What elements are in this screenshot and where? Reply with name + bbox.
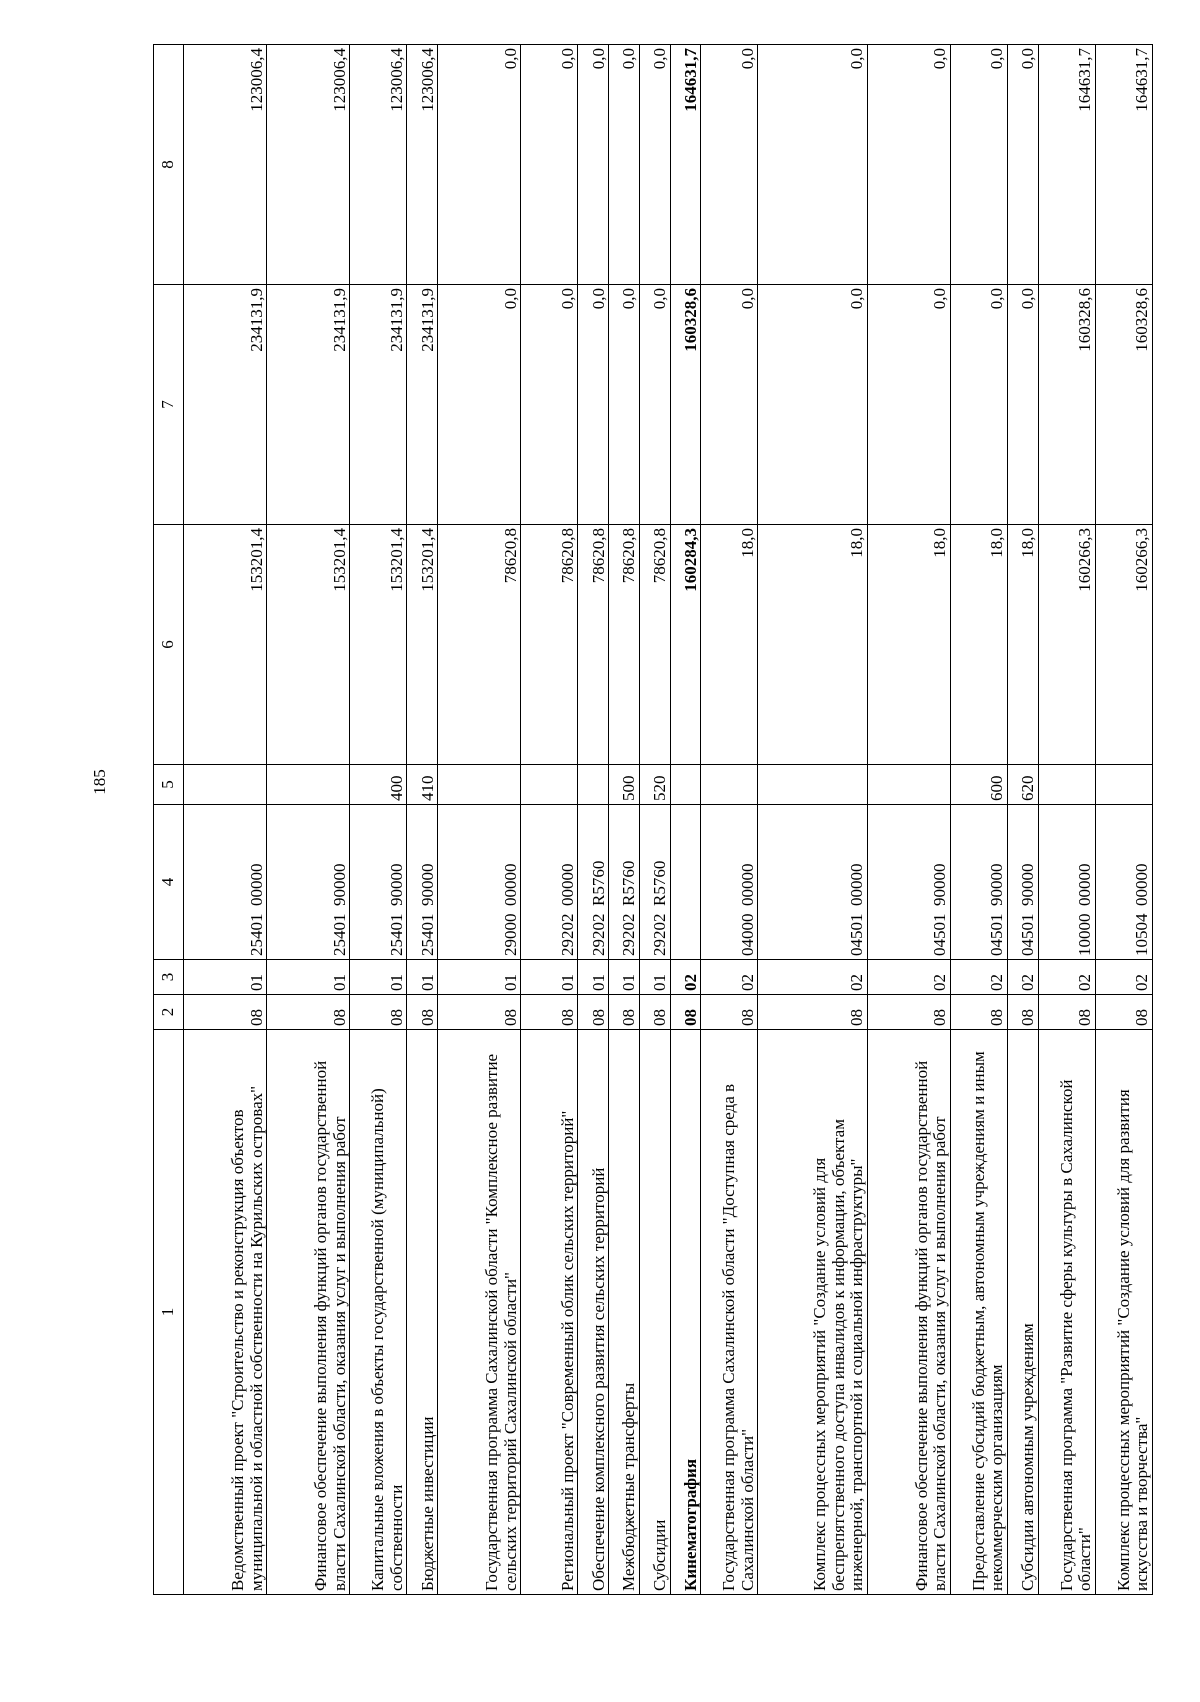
target-article-part-2: 00000 [1075, 863, 1095, 906]
row-name: Комплекс процессных мероприятий "Создание условий для развития искусства и творчества" [1095, 1030, 1152, 1595]
target-article-part-1: 25401 [386, 913, 406, 956]
expense-type-code: 620 [1008, 765, 1039, 805]
row-name: Кинематография [670, 1030, 701, 1595]
section-code: 08 [609, 995, 640, 1030]
target-article-part-1: 25401 [246, 913, 266, 956]
target-article-code [578, 805, 609, 960]
section-code: 08 [758, 995, 867, 1030]
amount-col-6: 160266,3 [1038, 525, 1095, 765]
target-article-code [1095, 805, 1152, 960]
row-name: Региональный проект "Современный облик сельских территорий" [521, 1030, 578, 1595]
amount-col-7: 0,0 [951, 285, 1008, 525]
amount-col-8: 164631,7 [670, 45, 701, 285]
target-article-part-1: 29202 [619, 913, 639, 956]
row-name: Государственная программа Сахалинской области "Доступная среда в Сахалинской области" [701, 1030, 758, 1595]
amount-col-6: 153201,4 [267, 525, 350, 765]
section-code: 08 [350, 995, 407, 1030]
row-name: Бюджетные инвестиции [407, 1030, 438, 1595]
target-article-part-2: 00000 [1132, 863, 1152, 906]
amount-col-7: 160328,6 [1095, 285, 1152, 525]
amount-col-6: 78620,8 [639, 525, 670, 765]
table-row [350, 45, 407, 1595]
amount-col-8: 0,0 [578, 45, 609, 285]
expense-type-code [521, 765, 578, 805]
amount-col-8: 0,0 [867, 45, 950, 285]
amount-col-8: 0,0 [1008, 45, 1039, 285]
row-name: Предоставление субсидий бюджетным, автономным учреждениям и иным некоммерческим организациям [951, 1030, 1008, 1595]
header-col-2: 2 [154, 995, 184, 1030]
section-code: 08 [701, 995, 758, 1030]
amount-col-7: 0,0 [758, 285, 867, 525]
amount-col-7: 234131,9 [407, 285, 438, 525]
expense-type-code: 600 [951, 765, 1008, 805]
amount-col-6: 153201,4 [407, 525, 438, 765]
target-article-part-2: 90000 [386, 863, 406, 906]
amount-col-8: 123006,4 [407, 45, 438, 285]
target-article-part-1: 04501 [1018, 913, 1038, 956]
target-article-code [350, 805, 407, 960]
row-name: Государственная программа "Развитие сферы культуры в Сахалинской области" [1038, 1030, 1095, 1595]
rotated-page-content [153, 45, 1153, 1595]
target-article-part-2: 90000 [930, 863, 950, 906]
section-code: 08 [639, 995, 670, 1030]
subsection-code: 02 [670, 960, 701, 995]
target-article-part-1: 04501 [847, 913, 867, 956]
table-row [438, 45, 521, 1595]
expense-type-code: 500 [609, 765, 640, 805]
amount-col-7: 0,0 [438, 285, 521, 525]
target-article-part-2: R5760 [619, 860, 639, 906]
amount-col-7: 234131,9 [184, 285, 267, 525]
section-code: 08 [521, 995, 578, 1030]
expense-type-code [184, 765, 267, 805]
table-row [639, 45, 670, 1595]
target-article-part-1: 04501 [930, 913, 950, 956]
target-article-code [521, 805, 578, 960]
target-article-code [701, 805, 758, 960]
target-article-part-1: 10000 [1075, 913, 1095, 956]
target-article-code [670, 805, 701, 960]
amount-col-6: 78620,8 [438, 525, 521, 765]
target-article-code [758, 805, 867, 960]
amount-col-6: 18,0 [951, 525, 1008, 765]
section-code: 08 [1038, 995, 1095, 1030]
table-row [1008, 45, 1039, 1595]
section-code: 08 [578, 995, 609, 1030]
subsection-code: 01 [521, 960, 578, 995]
amount-col-8: 123006,4 [184, 45, 267, 285]
target-article-code [867, 805, 950, 960]
subsection-code: 02 [867, 960, 950, 995]
table-row [521, 45, 578, 1595]
expense-type-code [267, 765, 350, 805]
amount-col-8: 0,0 [609, 45, 640, 285]
expense-type-code [1095, 765, 1152, 805]
amount-col-8: 0,0 [639, 45, 670, 285]
expense-type-code: 400 [350, 765, 407, 805]
section-code: 08 [438, 995, 521, 1030]
header-col-4: 4 [154, 805, 184, 960]
section-code: 08 [184, 995, 267, 1030]
amount-col-7: 0,0 [578, 285, 609, 525]
header-col-3: 3 [154, 960, 184, 995]
expense-type-code [438, 765, 521, 805]
amount-col-7: 0,0 [639, 285, 670, 525]
expense-type-code [670, 765, 701, 805]
target-article-part-1: 29000 [500, 913, 520, 956]
target-article-part-1: 04000 [737, 913, 757, 956]
expense-type-code [867, 765, 950, 805]
amount-col-8: 0,0 [521, 45, 578, 285]
amount-col-7: 160328,6 [670, 285, 701, 525]
section-code: 08 [267, 995, 350, 1030]
row-name: Финансовое обеспечение выполнения функций органов государственной власти Сахалинской области, оказания услуг и выполнения работ [267, 1030, 350, 1595]
target-article-part-1: 29202 [588, 913, 608, 956]
target-article-part-2: 00000 [737, 863, 757, 906]
amount-col-7: 160328,6 [1038, 285, 1095, 525]
table-row [267, 45, 350, 1595]
subsection-code: 01 [578, 960, 609, 995]
amount-col-6: 160266,3 [1095, 525, 1152, 765]
target-article-part-2: 00000 [847, 863, 867, 906]
target-article-code [184, 805, 267, 960]
table-row [670, 45, 701, 1595]
row-name: Финансовое обеспечение выполнения функций органов государственной власти Сахалинской области, оказания услуг и выполнения работ [867, 1030, 950, 1595]
row-name: Обеспечение комплексного развития сельских территорий [578, 1030, 609, 1595]
target-article-part-1: 10504 [1132, 913, 1152, 956]
subsection-code: 02 [1038, 960, 1095, 995]
amount-col-7: 0,0 [1008, 285, 1039, 525]
amount-col-8: 0,0 [758, 45, 867, 285]
header-col-6: 6 [154, 525, 184, 765]
row-name: Субсидии автономным учреждениям [1008, 1030, 1039, 1595]
target-article-part-2: 00000 [246, 863, 266, 906]
amount-col-7: 0,0 [867, 285, 950, 525]
table-row [1038, 45, 1095, 1595]
row-name: Капитальные вложения в объекты государственной (муниципальной) собственности [350, 1030, 407, 1595]
target-article-code [438, 805, 521, 960]
page-number: 185 [90, 769, 109, 795]
amount-col-6: 18,0 [701, 525, 758, 765]
amount-col-8: 123006,4 [350, 45, 407, 285]
subsection-code: 02 [758, 960, 867, 995]
table-row [758, 45, 867, 1595]
table-row [867, 45, 950, 1595]
budget-table [153, 44, 1153, 1595]
target-article-code [407, 805, 438, 960]
amount-col-6: 160284,3 [670, 525, 701, 765]
section-code: 08 [670, 995, 701, 1030]
table-row [1095, 45, 1152, 1595]
row-name: Государственная программа Сахалинской области "Комплексное развитие сельских территорий Сахалинской области" [438, 1030, 521, 1595]
row-name: Субсидии [639, 1030, 670, 1595]
expense-type-code [758, 765, 867, 805]
amount-col-8: 164631,7 [1038, 45, 1095, 285]
amount-col-7: 0,0 [521, 285, 578, 525]
header-col-7: 7 [154, 285, 184, 525]
table-row [407, 45, 438, 1595]
target-article-part-2: R5760 [588, 860, 608, 906]
header-col-8: 8 [154, 45, 184, 285]
amount-col-6: 18,0 [1008, 525, 1039, 765]
target-article-code [639, 805, 670, 960]
amount-col-6: 78620,8 [578, 525, 609, 765]
amount-col-6: 153201,4 [350, 525, 407, 765]
subsection-code: 01 [639, 960, 670, 995]
subsection-code: 02 [1095, 960, 1152, 995]
table-row [578, 45, 609, 1595]
table-row [951, 45, 1008, 1595]
table-row [701, 45, 758, 1595]
row-name: Ведомственный проект "Строительство и реконструкция объектов муниципальной и областной собственности на Курильских островах" [184, 1030, 267, 1595]
target-article-part-2: 90000 [1018, 863, 1038, 906]
amount-col-8: 164631,7 [1095, 45, 1152, 285]
header-col-5: 5 [154, 765, 184, 805]
section-code: 08 [867, 995, 950, 1030]
subsection-code: 02 [701, 960, 758, 995]
section-code: 08 [407, 995, 438, 1030]
target-article-code [1038, 805, 1095, 960]
amount-col-6: 153201,4 [184, 525, 267, 765]
header-col-1: 1 [154, 1030, 184, 1595]
target-article-code [267, 805, 350, 960]
amount-col-8: 0,0 [701, 45, 758, 285]
amount-col-6: 78620,8 [521, 525, 578, 765]
target-article-part-1: 29202 [650, 913, 670, 956]
section-code: 08 [951, 995, 1008, 1030]
table-row [609, 45, 640, 1595]
expense-type-code: 520 [639, 765, 670, 805]
target-article-part-1: 04501 [987, 913, 1007, 956]
subsection-code: 01 [438, 960, 521, 995]
target-article-part-1: 25401 [417, 913, 437, 956]
subsection-code: 02 [1008, 960, 1039, 995]
target-article-part-2: 90000 [987, 863, 1007, 906]
section-code: 08 [1095, 995, 1152, 1030]
target-article-code [1008, 805, 1039, 960]
amount-col-8: 0,0 [438, 45, 521, 285]
table-header-row [154, 45, 184, 1595]
expense-type-code [1038, 765, 1095, 805]
amount-col-7: 0,0 [701, 285, 758, 525]
subsection-code: 01 [184, 960, 267, 995]
amount-col-6: 78620,8 [609, 525, 640, 765]
target-article-part-2: 90000 [329, 863, 349, 906]
target-article-part-1: 29202 [557, 913, 577, 956]
target-article-part-2: 00000 [557, 863, 577, 906]
amount-col-8: 123006,4 [267, 45, 350, 285]
target-article-part-2: R5760 [650, 860, 670, 906]
subsection-code: 01 [267, 960, 350, 995]
amount-col-8: 0,0 [951, 45, 1008, 285]
subsection-code: 01 [609, 960, 640, 995]
subsection-code: 01 [407, 960, 438, 995]
expense-type-code [701, 765, 758, 805]
row-name: Комплекс процессных мероприятий "Создание условий для беспрепятственного доступа инвалидов к информации, объектам инженерной, транспортной и социальной инфраструктуры" [758, 1030, 867, 1595]
target-article-part-2: 90000 [417, 863, 437, 906]
subsection-code: 02 [951, 960, 1008, 995]
amount-col-6: 18,0 [867, 525, 950, 765]
expense-type-code [578, 765, 609, 805]
amount-col-6: 18,0 [758, 525, 867, 765]
amount-col-7: 234131,9 [350, 285, 407, 525]
target-article-code [609, 805, 640, 960]
table-row [184, 45, 267, 1595]
section-code: 08 [1008, 995, 1039, 1030]
target-article-code [951, 805, 1008, 960]
amount-col-7: 234131,9 [267, 285, 350, 525]
target-article-part-2: 00000 [500, 863, 520, 906]
subsection-code: 01 [350, 960, 407, 995]
amount-col-7: 0,0 [609, 285, 640, 525]
target-article-part-1: 25401 [329, 913, 349, 956]
expense-type-code: 410 [407, 765, 438, 805]
row-name: Межбюджетные трансферты [609, 1030, 640, 1595]
